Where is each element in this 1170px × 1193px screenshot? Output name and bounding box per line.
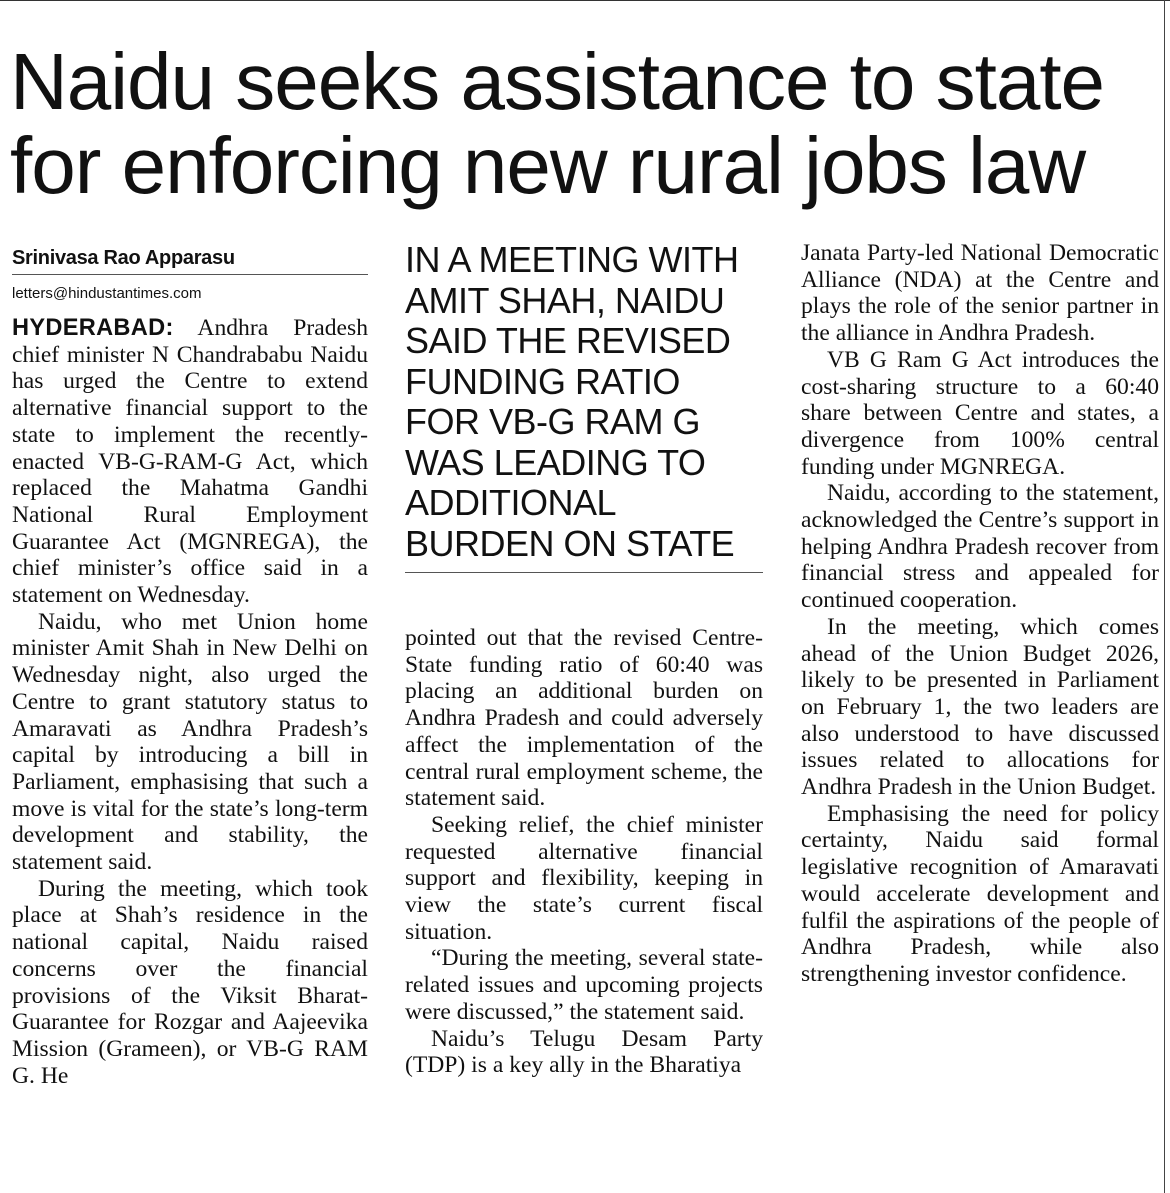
article-paragraph-2: Naidu, who met Union home minister Amit Shah in New Delhi on Wednesday night, also urged the Centre to grant statutory status to Amaravati as Andhra Pradesh’s capital by introducing a bill in Parliament, emphasising that such a move is vital for the state’s long-term development and stability, the statement said.: [12, 608, 368, 876]
pull-quote-rule: [405, 572, 763, 573]
headline-line-1: Naidu seeks assistance to state: [10, 37, 1105, 126]
article-column-3: [801, 240, 1159, 988]
byline-author: Srinivasa Rao Apparasu: [12, 247, 235, 269]
article-paragraph-4: Seeking relief, the chief minister requested alternative financial support and flexibility, keeping in view the state’s current fiscal situation.: [405, 811, 763, 945]
headline-line-2: for enforcing new rural jobs law: [10, 121, 1086, 210]
article-paragraph-6-continued: Janata Party-led National Democratic Alliance (NDA) at the Centre and plays the role of the senior partner in the alliance in Andhra Pradesh.: [801, 240, 1159, 347]
headline: [10, 37, 1160, 210]
paragraph-1-text: Andhra Pradesh chief minister N Chandrababu Naidu has urged the Centre to extend alternative financial support to the state to implement the recently-enacted VB-G-RAM-G Act, which replaced the Mahatma Gandhi National Rural Employment Guarantee Act (MGNREGA), the chief minister’s office said in a statement on Wednesday.: [12, 315, 368, 609]
top-rule: [0, 0, 1170, 1]
article-paragraph-5: “During the meeting, several state-related issues and upcoming projects were discussed,” the statement said.: [405, 945, 763, 1025]
article-paragraph-9: In the meeting, which comes ahead of the Union Budget 2026, likely to be presented in Parliament on February 1, the two leaders are also understood to have discussed issues related to allocations for Andhra Pradesh in the Union Budget.: [801, 613, 1159, 801]
article-column-2: [405, 625, 763, 1079]
article-paragraph-1: [12, 315, 368, 609]
page-edge-rule: [1164, 0, 1165, 1193]
article-column-1: [12, 240, 368, 1089]
pull-quote: IN A MEETING WITH AMIT SHAH, NAIDU SAID THE REVISED FUNDING RATIO FOR VB-G RAM G WAS LEADING TO ADDITIONAL BURDEN ON STATE: [405, 239, 739, 564]
article-paragraph-7: VB G Ram G Act introduces the cost-sharing structure to a 60:40 share between Centre and states, a divergence from 100% central funding under MGNREGA.: [801, 346, 1159, 480]
byline-rule: [12, 274, 368, 275]
article-paragraph-3: During the meeting, which took place at Shah’s residence in the national capital, Naidu raised concerns over the financial provisions of the Viksit Bharat-Guarantee for Rozgar and Aajeevika Mission (Grameen), or VB-G RAM G. He: [12, 875, 368, 1089]
article-paragraph-8: Naidu, according to the statement, acknowledged the Centre’s support in helping Andhra Pradesh recover from financial stress and appealed for continued cooperation.: [801, 480, 1159, 614]
dateline: HYDERABAD:: [12, 315, 174, 341]
byline-email[interactable]: letters@hindustantimes.com: [12, 285, 202, 302]
article-paragraph-6: Naidu’s Telugu Desam Party (TDP) is a key ally in the Bharatiya: [405, 1025, 763, 1079]
article-paragraph-10: Emphasising the need for policy certainty, Naidu said formal legislative recognition of Amaravati would accelerate development and fulfil the aspirations of the people of Andhra Pradesh, while also strengthening investor confidence.: [801, 800, 1159, 987]
article-paragraph-3-continued: pointed out that the revised Centre-State funding ratio of 60:40 was placing an additional burden on Andhra Pradesh and could adversely affect the implementation of the central rural employment scheme, the statement said.: [405, 625, 763, 812]
